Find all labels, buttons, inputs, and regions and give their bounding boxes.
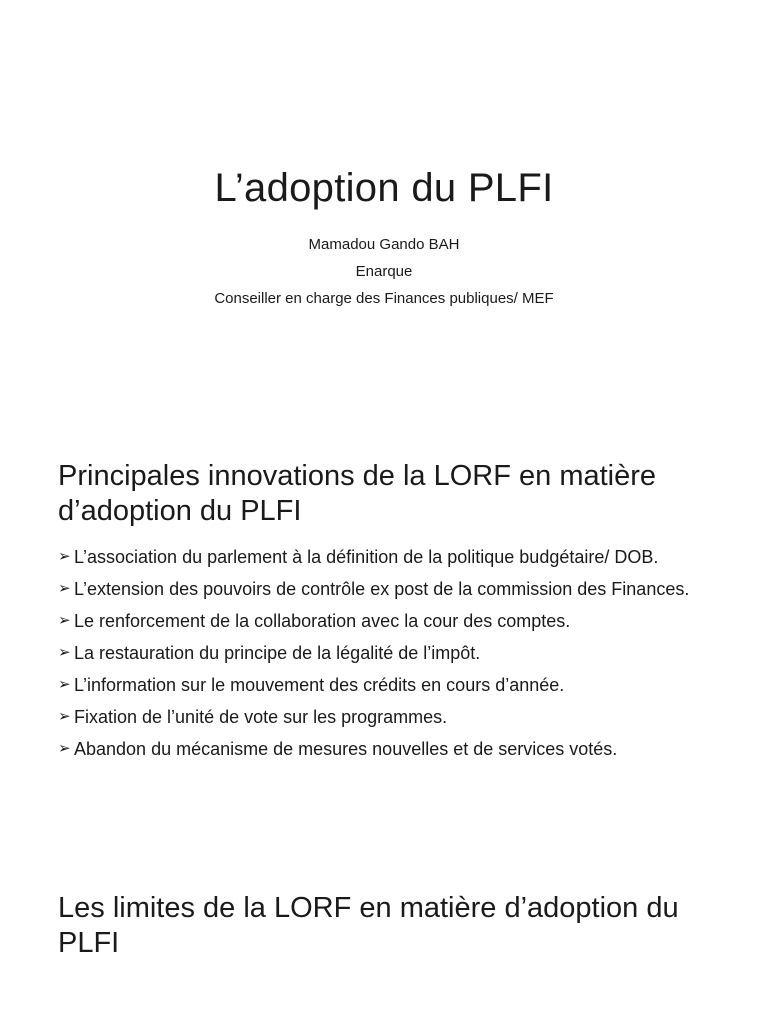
limits-title: Les limites de la LORF en matière d’adoption du PLFI bbox=[58, 892, 679, 959]
author-credential: Enarque bbox=[355, 263, 413, 280]
innovations-slide bbox=[0, 435, 768, 825]
arrow-bullet-icon: ➢ bbox=[58, 676, 71, 693]
arrow-bullet-icon: ➢ bbox=[58, 580, 71, 597]
list-item-text: Abandon du mécanisme de mesures nouvelles et de services votés. bbox=[74, 739, 618, 759]
limits-slide bbox=[0, 825, 768, 1024]
list-item-text: La restauration du principe de la légalité de l’impôt. bbox=[74, 643, 481, 663]
list-item bbox=[58, 546, 728, 568]
list-item-text: L’association du parlement à la définition de la politique budgétaire/ DOB. bbox=[74, 547, 659, 567]
arrow-bullet-icon: ➢ bbox=[58, 612, 71, 629]
list-item bbox=[58, 578, 728, 600]
innovations-list bbox=[58, 546, 728, 770]
list-item-text: L’extension des pouvoirs de contrôle ex post de la commission des Finances. bbox=[74, 579, 690, 599]
title-slide bbox=[0, 0, 768, 435]
list-item bbox=[58, 738, 728, 760]
author-name: Mamadou Gando BAH bbox=[308, 236, 460, 253]
arrow-bullet-icon: ➢ bbox=[58, 740, 71, 757]
arrow-bullet-icon: ➢ bbox=[58, 548, 71, 565]
arrow-bullet-icon: ➢ bbox=[58, 708, 71, 725]
list-item bbox=[58, 674, 728, 696]
list-item bbox=[58, 706, 728, 728]
author-role: Conseiller en charge des Finances publiques/ MEF bbox=[214, 290, 554, 307]
presentation-title: L’adoption du PLFI bbox=[214, 166, 554, 210]
list-item bbox=[58, 610, 728, 632]
list-item-text: Le renforcement de la collaboration avec la cour des comptes. bbox=[74, 611, 571, 631]
list-item-text: Fixation de l’unité de vote sur les programmes. bbox=[74, 707, 448, 727]
arrow-bullet-icon: ➢ bbox=[58, 644, 71, 661]
innovations-title: Principales innovations de la LORF en matière d’adoption du PLFI bbox=[58, 460, 657, 527]
list-item bbox=[58, 642, 728, 664]
author-block bbox=[0, 231, 768, 312]
list-item-text: L’information sur le mouvement des crédits en cours d’année. bbox=[74, 675, 565, 695]
